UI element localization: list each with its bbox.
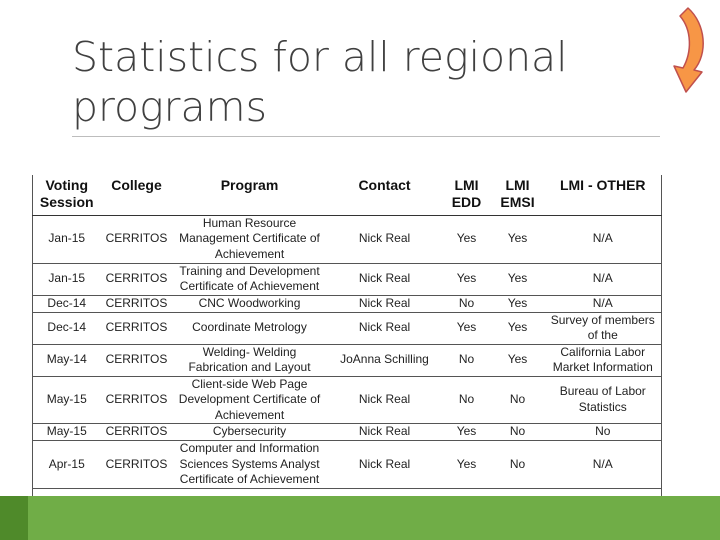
cell-college: CERRITOS: [101, 344, 173, 376]
cell-program: Client-side Web Page Development Certificate of Achievement: [173, 376, 327, 424]
table-row: [33, 424, 662, 441]
cell-lmi-other: N/A: [545, 215, 662, 263]
cell-program: Cybersecurity: [173, 424, 327, 441]
cell-lmi-emsi: No: [491, 424, 545, 441]
page-title: Statistics for all regional programs: [72, 33, 568, 131]
cell-college: CERRITOS: [101, 295, 173, 312]
table-row: [33, 295, 662, 312]
cell-program: Human Resource Management Certificate of Achievement: [173, 215, 327, 263]
footer-accent-corner: [0, 496, 28, 540]
table-row: [33, 312, 662, 344]
cell-college: CERRITOS: [101, 312, 173, 344]
table-row: [33, 215, 662, 263]
cell-program: CNC Woodworking: [173, 295, 327, 312]
cell-lmi-other: Survey of members of the: [545, 312, 662, 344]
cell-lmi-emsi: No: [491, 376, 545, 424]
cell-college: CERRITOS: [101, 424, 173, 441]
header-program: Program: [173, 175, 327, 215]
cell-session: Jan-15: [33, 215, 101, 263]
cell-program: Coordinate Metrology: [173, 312, 327, 344]
cell-lmi-other: Bureau of Labor Statistics: [545, 376, 662, 424]
cell-college: CERRITOS: [101, 215, 173, 263]
cell-contact: Nick Real: [327, 441, 443, 489]
header-voting-session: Voting Session: [33, 175, 101, 215]
cell-session: Dec-14: [33, 312, 101, 344]
table-row: [33, 441, 662, 489]
cell-college: CERRITOS: [101, 441, 173, 489]
cell-contact: Nick Real: [327, 376, 443, 424]
cell-lmi-other: California Labor Market Information: [545, 344, 662, 376]
cell-lmi-edd: Yes: [443, 215, 491, 263]
cell-lmi-other: No: [545, 424, 662, 441]
cell-college: CERRITOS: [101, 263, 173, 295]
cell-lmi-edd: No: [443, 295, 491, 312]
header-lmi-edd: LMI EDD: [443, 175, 491, 215]
statistics-table: [32, 175, 662, 519]
cell-lmi-edd: Yes: [443, 312, 491, 344]
cell-session: Dec-14: [33, 295, 101, 312]
table-row: [33, 344, 662, 376]
header-lmi-other: LMI - OTHER: [545, 175, 662, 215]
cell-program: Training and Development Certificate of Achievement: [173, 263, 327, 295]
table-row: [33, 263, 662, 295]
cell-session: May-14: [33, 344, 101, 376]
cell-lmi-emsi: Yes: [491, 344, 545, 376]
curved-arrow-icon: [666, 6, 706, 94]
cell-lmi-emsi: Yes: [491, 263, 545, 295]
cell-lmi-emsi: No: [491, 441, 545, 489]
header-contact: Contact: [327, 175, 443, 215]
cell-session: May-15: [33, 424, 101, 441]
cell-lmi-edd: Yes: [443, 424, 491, 441]
cell-lmi-emsi: Yes: [491, 215, 545, 263]
table-row: [33, 376, 662, 424]
cell-contact: Nick Real: [327, 295, 443, 312]
cell-contact: Nick Real: [327, 263, 443, 295]
cell-lmi-edd: No: [443, 344, 491, 376]
cell-lmi-emsi: Yes: [491, 295, 545, 312]
cell-program: Welding- Welding Fabrication and Layout: [173, 344, 327, 376]
cell-lmi-emsi: Yes: [491, 312, 545, 344]
cell-lmi-other: N/A: [545, 295, 662, 312]
cell-lmi-edd: No: [443, 376, 491, 424]
cell-lmi-edd: Yes: [443, 263, 491, 295]
cell-session: May-15: [33, 376, 101, 424]
cell-lmi-other: N/A: [545, 441, 662, 489]
cell-session: Jan-15: [33, 263, 101, 295]
cell-program: Computer and Information Sciences Systems Analyst Certificate of Achievement: [173, 441, 327, 489]
cell-contact: Nick Real: [327, 424, 443, 441]
cell-lmi-edd: Yes: [443, 441, 491, 489]
header-college: College: [101, 175, 173, 215]
cell-session: Apr-15: [33, 441, 101, 489]
cell-contact: JoAnna Schilling: [327, 344, 443, 376]
footer-accent-bar: [0, 496, 720, 540]
cell-contact: Nick Real: [327, 215, 443, 263]
cell-contact: Nick Real: [327, 312, 443, 344]
cell-lmi-other: N/A: [545, 263, 662, 295]
table-header-row: [33, 175, 662, 215]
header-lmi-emsi: LMI EMSI: [491, 175, 545, 215]
title-divider: [72, 136, 660, 137]
statistics-table-image: [32, 175, 661, 495]
cell-college: CERRITOS: [101, 376, 173, 424]
